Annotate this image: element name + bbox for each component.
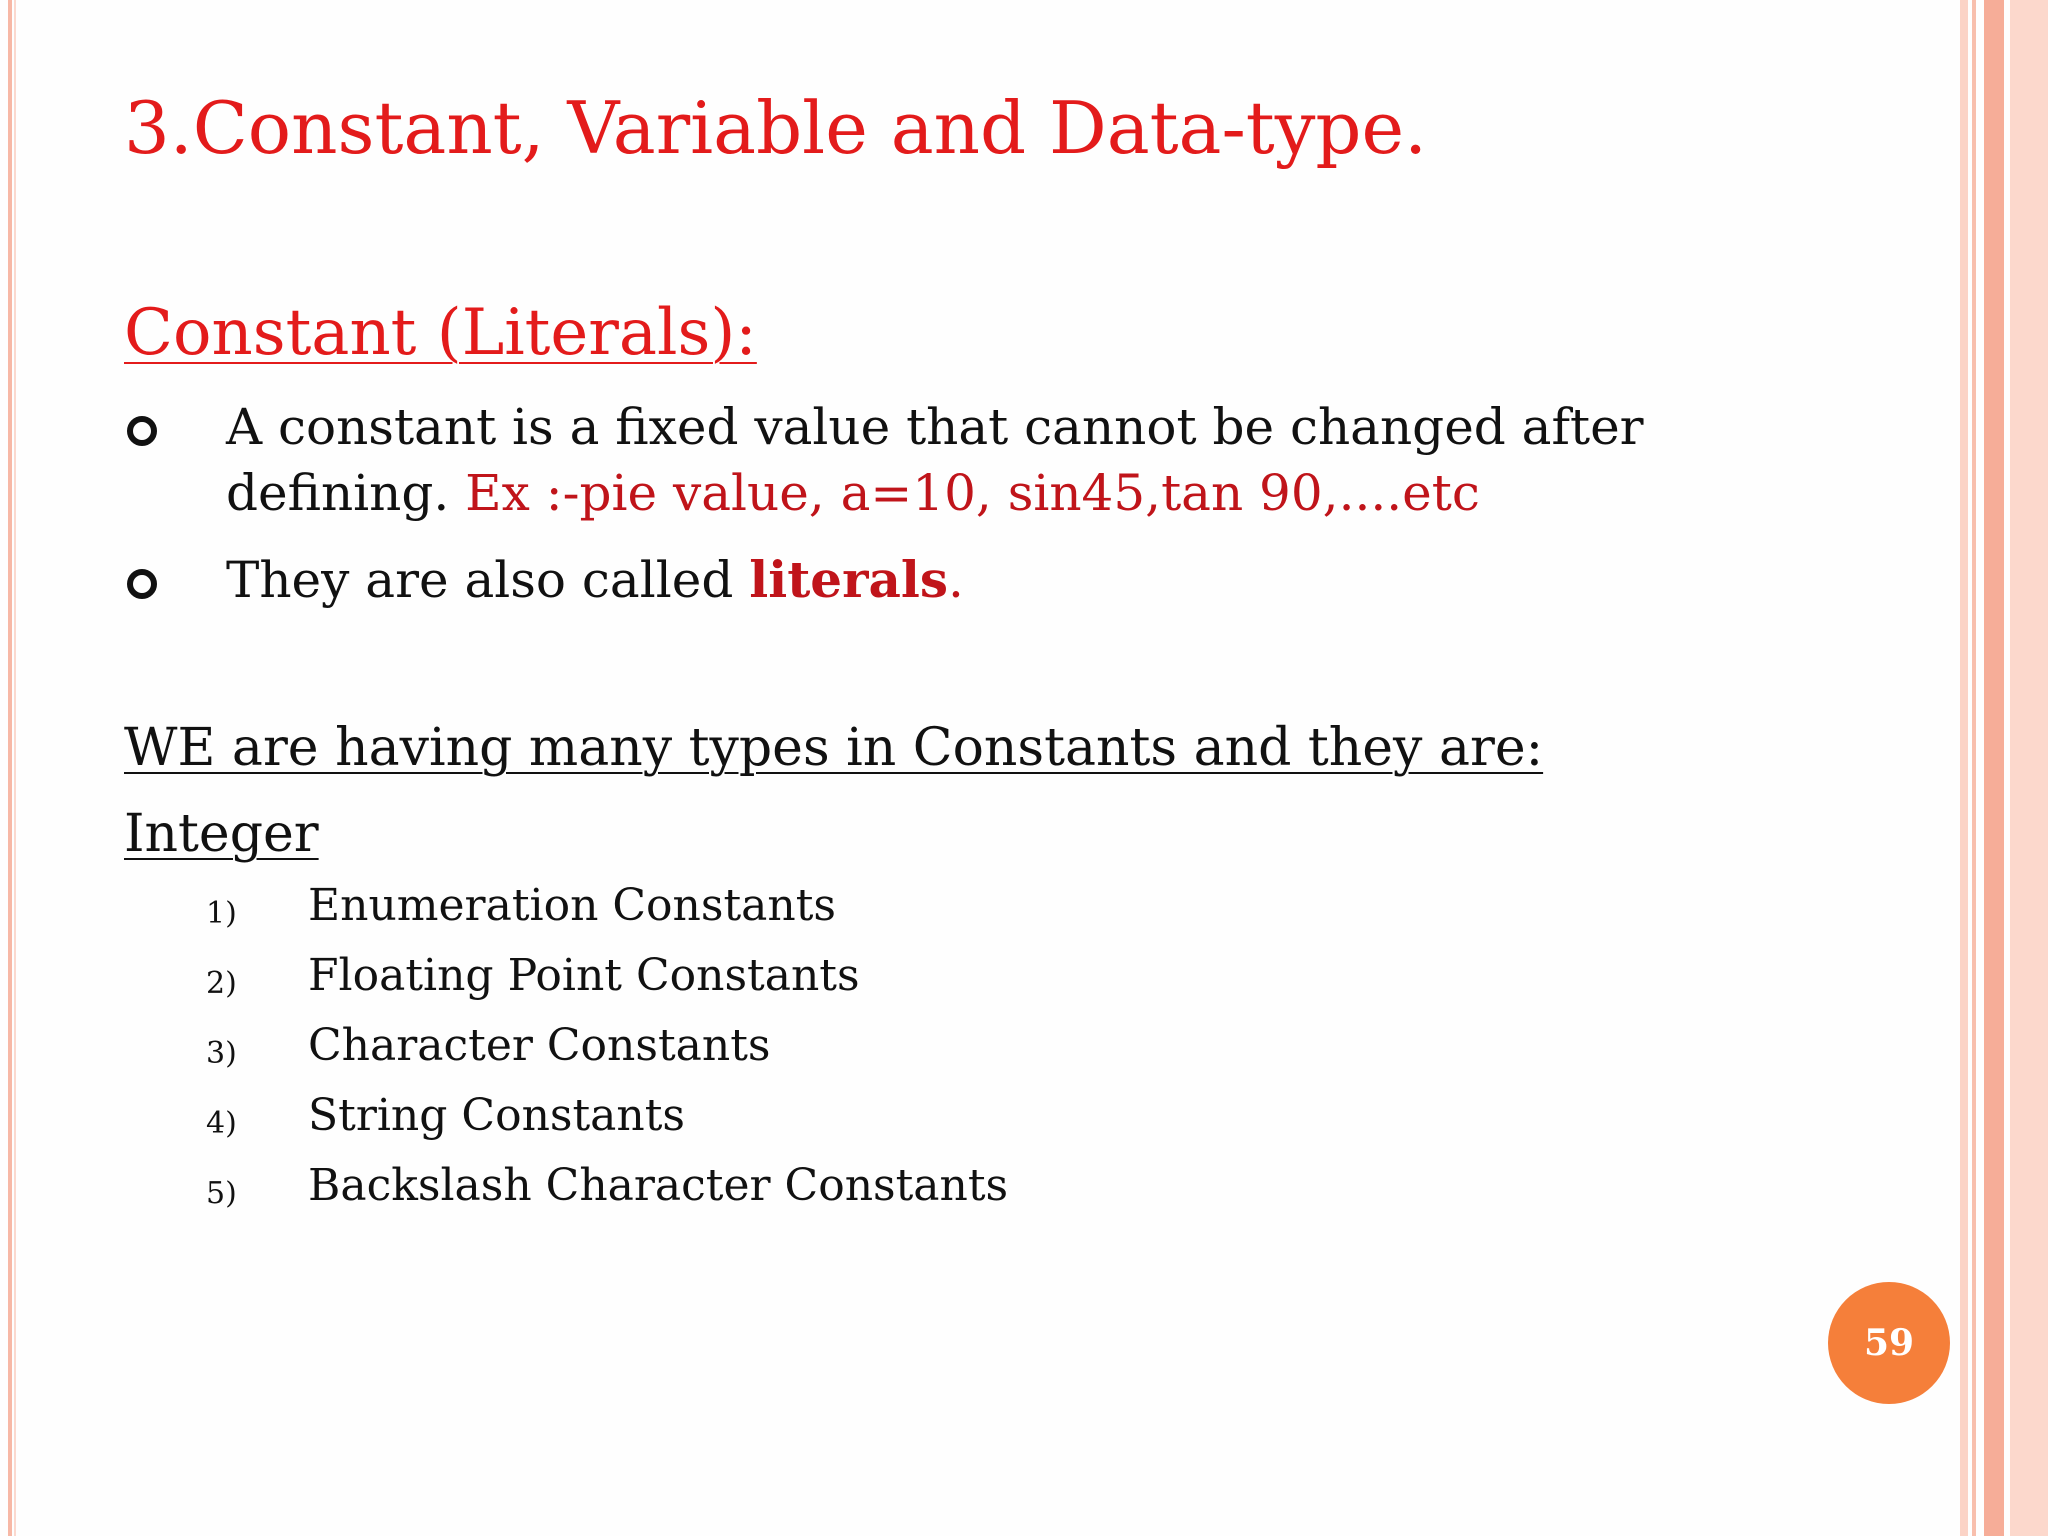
right-border-line (1972, 0, 1976, 1536)
left-border-line (8, 0, 12, 1536)
right-border-band-dark (1984, 0, 2004, 1536)
list-item-label: Floating Point Constants (308, 950, 860, 1001)
right-border-band (1960, 0, 1968, 1536)
right-border-band-outer (2010, 0, 2048, 1536)
list-item-number: 5) (206, 1176, 237, 1211)
bullet-circle-icon (127, 416, 157, 446)
bullet-text-prefix: defining. (226, 464, 466, 522)
bullet-line (226, 460, 1644, 526)
example-text: Ex :-pie value, a=10, sin45,tan 90,....etc (465, 464, 1480, 522)
list-item-number: 1) (206, 896, 237, 931)
page-number-badge: 59 (1828, 1282, 1950, 1404)
bullet-text (226, 394, 1644, 526)
bullet-circle-icon (127, 569, 157, 599)
list-item-label: Character Constants (308, 1020, 771, 1071)
left-border-line-inner (14, 0, 16, 1536)
list-item-number: 3) (206, 1036, 237, 1071)
list-item-label: Backslash Character Constants (308, 1160, 1009, 1211)
bullet-text (226, 547, 964, 613)
section-subtitle: Constant (Literals): (124, 296, 757, 370)
bullet-text-prefix: They are also called (226, 551, 750, 609)
list-item-label: String Constants (308, 1090, 686, 1141)
list-item-label: Enumeration Constants (308, 880, 836, 931)
types-heading: WE are having many types in Constants and they are: (124, 718, 1544, 778)
integer-type-label: Integer (124, 804, 319, 864)
list-item-number: 2) (206, 966, 237, 1001)
list-item-number: 4) (206, 1106, 237, 1141)
bullet-line: A constant is a fixed value that cannot be changed after (226, 398, 1644, 456)
bullet-text-suffix: . (948, 551, 964, 609)
slide-title: 3.Constant, Variable and Data-type. (124, 86, 1427, 170)
highlight-term: literals (749, 550, 948, 609)
